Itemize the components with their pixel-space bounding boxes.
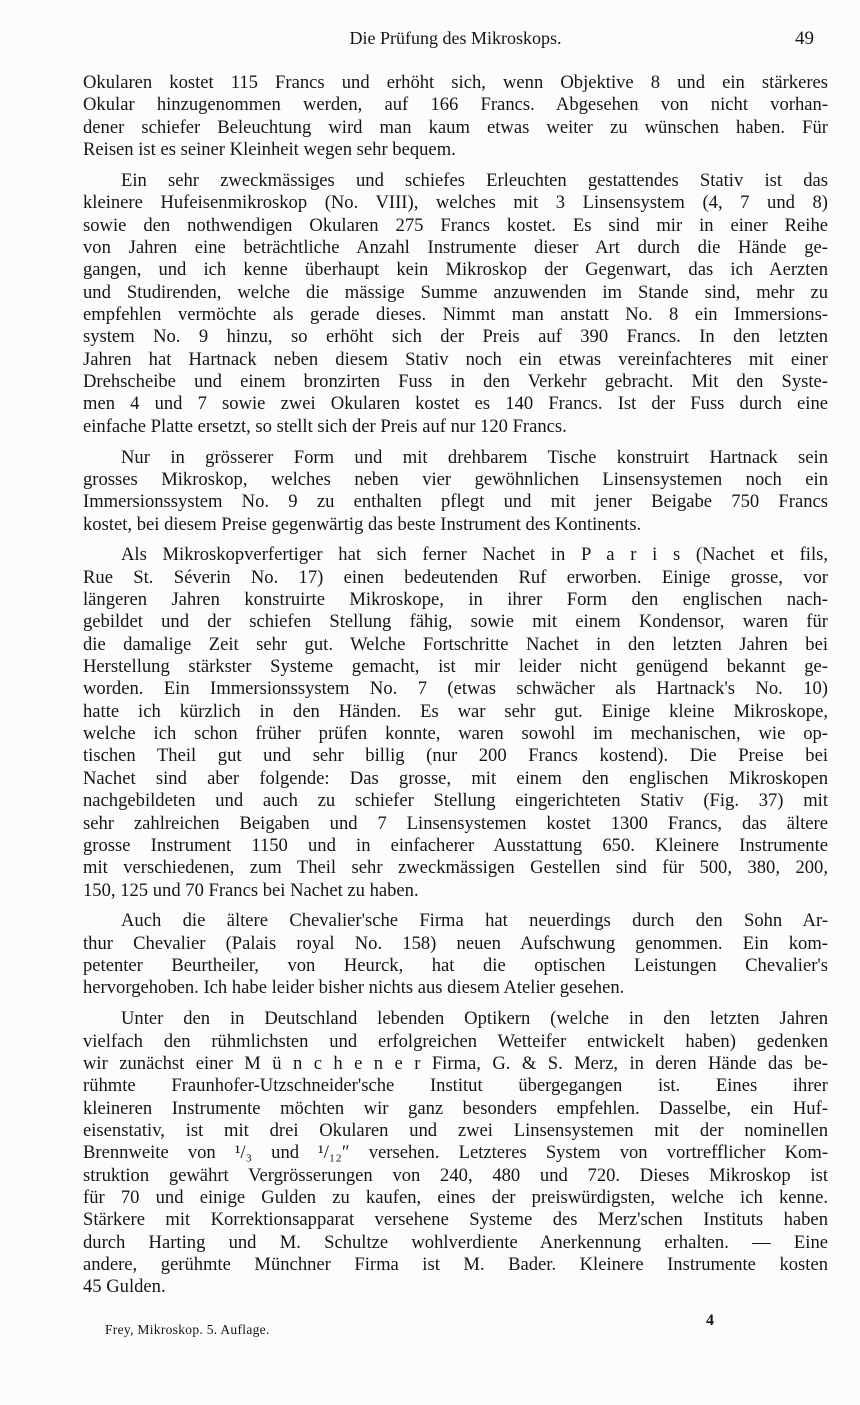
text-line: Herstellung stärkster Systeme gemacht, ist mir leider nicht genügend bekannt ge- xyxy=(83,656,828,678)
sheet-number: 4 xyxy=(706,1312,714,1329)
text-line: andere, gerühmte Münchner Firma ist M. Bader. Kleinere Instrumente kosten xyxy=(83,1254,828,1276)
text-line: Ein sehr zweckmässiges und schiefes Erleuchten gestattendes Stativ ist das xyxy=(121,169,828,191)
text-line: Okularen kostet 115 Francs und erhöht sich, wenn Objektive 8 und ein stärkeres xyxy=(83,72,828,93)
text-line: Brennweite von ¹/₃ und ¹/₁₂″ versehen. Letzteres System von vortrefflicher Kom- xyxy=(83,1142,828,1164)
paragraph xyxy=(83,544,828,902)
paragraph xyxy=(83,1008,828,1298)
text-line: und Studirenden, welche die mässige Summe anzuwenden im Stande sind, mehr zu xyxy=(83,281,828,303)
text-line: grosses Mikroskop, welches neben vier gewöhnlichen Linsensystemen noch ein xyxy=(83,468,828,490)
text-line: gangen, und ich kenne überhaupt kein Mikroskop der Gegenwart, das ich Aerzten xyxy=(83,259,828,281)
text-line: gebildet und der schiefen Stellung fähig, sowie mit einem Kondensor, waren für xyxy=(83,611,828,633)
running-title: Die Prüfung des Mikroskops. xyxy=(349,28,562,48)
text-line: von Jahren eine beträchtliche Anzahl Instrumente dieser Art durch die Hände ge- xyxy=(83,236,828,258)
paragraph xyxy=(83,910,828,999)
text-line: Rue St. Séverin No. 17) einen bedeutenden Ruf erworben. Einige grosse, vor xyxy=(83,566,828,588)
text-line: nachgebildeten und auch zu schiefer Stellung eingerichteten Stativ (Fig. 37) mit xyxy=(83,790,828,812)
text-line: grosse Instrument 1150 und in einfacherer Ausstattung 650. Kleinere Instrumente xyxy=(83,834,828,856)
text-line: 150, 125 und 70 Francs bei Nachet zu haben. xyxy=(83,879,419,901)
text-line: Stärkere mit Korrektionsapparat versehene Systeme des Merz'schen Instituts haben xyxy=(83,1209,828,1231)
text-line: die damalige Zeit sehr gut. Welche Fortschritte Nachet in den letzten Jahren bei xyxy=(83,633,828,655)
text-line: sehr zahlreichen Beigaben und 7 Linsensystemen kostet 1300 Francs, das ältere xyxy=(83,812,828,834)
text-line: mit verschiedenen, zum Theil sehr zweckmässigen Gestellen sind für 500, 380, 200, xyxy=(83,857,828,879)
paragraph xyxy=(83,72,828,161)
text-line: dener schiefer Beleuchtung wird man kaum etwas weiter zu wünschen haben. Für xyxy=(83,116,828,138)
text-line: hatte ich kürzlich in den Händen. Es war sehr gut. Einige kleine Mikroskope, xyxy=(83,700,828,722)
text-line: wir zunächst einer M ü n c h e n e r Firma, G. & S. Merz, in deren Hände das be- xyxy=(83,1052,828,1074)
text-line: Nachet sind aber folgende: Das grosse, mit einem den englischen Mikroskopen xyxy=(83,767,828,789)
text-line: Okular hinzugenommen werden, auf 166 Francs. Abgesehen von nicht vorhan- xyxy=(83,94,828,116)
text-line: vielfach den rühmlichsten und erfolgreichen Wetteifer entwickelt haben) gedenken xyxy=(83,1030,828,1052)
paragraph xyxy=(83,447,828,536)
body-text xyxy=(83,72,828,1307)
text-line: Drehscheibe und einem bronzirten Fuss in den Verkehr gebracht. Mit den Syste- xyxy=(83,370,828,392)
page-header xyxy=(83,28,828,54)
text-line: durch Harting und M. Schultze wohlverdiente Anerkennung erhalten. — Eine xyxy=(83,1231,828,1253)
text-line: tischen Theil gut und sehr billig (nur 200 Francs kostend). Die Preise bei xyxy=(83,745,828,767)
text-line: empfehlen vermöchte als gerade dieses. Nimmt man anstatt No. 8 ein Immersions- xyxy=(83,303,828,325)
text-line: struktion gewährt Vergrösserungen von 240, 480 und 720. Dieses Mikroskop ist xyxy=(83,1164,828,1186)
text-line: einfache Platte ersetzt, so stellt sich der Preis auf nur 120 Francs. xyxy=(83,415,567,437)
text-line: Unter den in Deutschland lebenden Optikern (welche in den letzten Jahren xyxy=(121,1008,828,1030)
paragraph xyxy=(83,170,828,438)
text-line: Nur in grösserer Form und mit drehbarem Tische konstruirt Hartnack sein xyxy=(121,446,828,468)
text-line: Immersionssystem No. 9 zu enthalten pflegt und mit jener Beigabe 750 Francs xyxy=(83,491,828,513)
text-line: welche ich schon früher prüfen konnte, waren sowohl im mechanischen, wie op- xyxy=(83,723,828,745)
text-line: Reisen ist es seiner Kleinheit wegen sehr bequem. xyxy=(83,139,456,161)
text-line: thur Chevalier (Palais royal No. 158) neuen Aufschwung genommen. Ein kom- xyxy=(83,932,828,954)
footer-signature: Frey, Mikroskop. 5. Auflage. xyxy=(105,1322,270,1337)
text-line: eisenstativ, ist mit drei Okularen und zwei Linsensystemen mit der nominellen xyxy=(83,1119,828,1141)
text-line: worden. Ein Immersionssystem No. 7 (etwas schwächer als Hartnack's No. 10) xyxy=(83,678,828,700)
text-line: sowie den nothwendigen Okularen 275 Francs kostet. Es sind mir in einer Reihe xyxy=(83,214,828,236)
text-line: Jahren hat Hartnack neben diesem Stativ noch ein etwas vereinfachteres mit einer xyxy=(83,348,828,370)
text-line: system No. 9 hinzu, so erhöht sich der Preis auf 390 Francs. In den letzten xyxy=(83,326,828,348)
text-line: Als Mikroskopverfertiger hat sich ferner Nachet in P a r i s (Nachet et fils, xyxy=(121,544,828,566)
text-line: Auch die ältere Chevalier'sche Firma hat neuerdings durch den Sohn Ar- xyxy=(121,910,828,932)
text-line: kostet, bei diesem Preise gegenwärtig das beste Instrument des Kontinents. xyxy=(83,513,642,535)
text-line: kleinere Hufeisenmikroskop (No. VIII), welches mit 3 Linsensystem (4, 7 und 8) xyxy=(83,192,828,214)
text-line: men 4 und 7 sowie zwei Okularen kostet es 140 Francs. Ist der Fuss durch eine xyxy=(83,393,828,415)
text-line: kleineren Instrumente möchten wir ganz besonders empfehlen. Dasselbe, ein Huf- xyxy=(83,1097,828,1119)
text-line: für 70 und einige Gulden zu kaufen, eines der preiswürdigsten, welche ich kenne. xyxy=(83,1187,828,1208)
text-line: rühmte Fraunhofer-Utzschneider'sche Institut übergegangen ist. Eines ihrer xyxy=(83,1075,828,1097)
text-line: hervorgehoben. Ich habe leider bisher nichts aus diesem Atelier gesehen. xyxy=(83,977,625,999)
text-line: 45 Gulden. xyxy=(83,1276,166,1298)
text-line: petenter Beurtheiler, von Heurck, hat die optischen Leistungen Chevalier's xyxy=(83,955,828,977)
text-line: längeren Jahren konstruirte Mikroskope, in ihrer Form den englischen nach- xyxy=(83,589,828,611)
page-number: 49 xyxy=(795,28,814,49)
